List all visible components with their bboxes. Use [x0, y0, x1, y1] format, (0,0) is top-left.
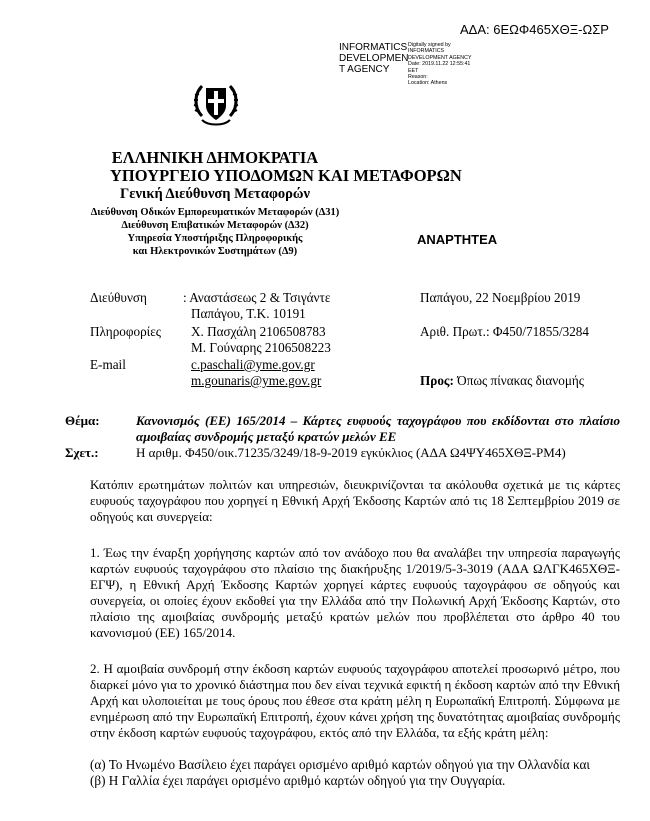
- directorate-line: Διεύθυνση Οδικών Εμπορευματικών Μεταφορών (Δ31): [90, 207, 340, 218]
- signature-details: [408, 42, 508, 87]
- signature-line: EET: [408, 67, 419, 74]
- email-label: E-mail: [90, 357, 126, 372]
- address-line: Παπάγου, Τ.Κ. 10191: [191, 306, 306, 321]
- email-link[interactable]: m.gounaris@yme.gov.gr: [191, 373, 322, 388]
- directorate-line: Διεύθυνση Επιβατικών Μεταφορών (Δ32): [121, 220, 309, 231]
- point-1-paragraph: [90, 545, 620, 641]
- republic-title: ΕΛΛΗΝΙΚΗ ΔΗΜΟΚΡΑΤΙΑ: [111, 148, 319, 167]
- general-directorate: Γενική Διεύθυνση Μεταφορών: [120, 186, 310, 202]
- paragraph-text: 2. Η αμοιβαία συνδρομή στην έκδοση καρτών ευφυούς ταχογράφου αποτελεί προσωρινό μέτρο, που διαρκεί μόνο για το χρονικό διάστημα που δεν είναι τεχνικά εφικτή η έκδοση καρτών από την Εθνική Αρχή και υλοποιείται με τους όρους που έθεσε στα κράτη μέλη η Ευρωπαϊκή Επιτροπή. Σύμφωνα με ενημέρωση από την Ευρωπαϊκή Επιτροπή, έχουν κάνει χρήση της δυνατότητας αμοιβαίας συνδρομής στην έκδοση καρτών ευφυούς ταχογράφου, εκτός από την Ελλάδα, τα εξής κράτη μέλη:: [90, 661, 620, 740]
- document-date: Παπάγου, 22 Νοεμβρίου 2019: [420, 290, 581, 305]
- signature-line: Digitally signed by: [408, 42, 451, 48]
- ada-code: ΑΔΑ: 6ΕΩΦ465ΧΘΞ-ΩΣΡ: [460, 22, 609, 37]
- signature-line: Date: 2019.11.22 12:55:41: [408, 61, 471, 68]
- email-link[interactable]: c.paschali@yme.gov.gr: [191, 357, 315, 372]
- signature-line: INFORMATICS: [408, 48, 445, 55]
- reference-text: Η αριθμ. Φ450/οικ.71235/3249/18-9-2019 εγκύκλιος (ΑΔΑ Ω4ΨΥ465ΧΘΞ-ΡΜ4): [136, 445, 566, 460]
- protocol-number: Αριθ. Πρωτ.: Φ450/71855/3284: [420, 324, 589, 339]
- intro-paragraph: [90, 477, 620, 525]
- subject-text: Κανονισμός (ΕΕ) 165/2014 – Κάρτες ευφυούς ταχογράφου που εκδίδονται στο πλαίσιο αμοιβαίας συνδρομής μεταξύ κρατών μελών ΕΕ: [136, 413, 620, 444]
- signature-signer: INFORMATICS DEVELOPMEN T AGENCY: [339, 42, 409, 75]
- paragraph-text: 1. Έως την έναρξη χορήγησης καρτών από τον ανάδοχο που θα αναλάβει την υπηρεσία παραγωγής καρτών ευφυούς ταχογράφου στο πλαίσιο της διακήρυξης 1/2019/5-3-3019 (ΑΔΑ ΩΛΓΚ465ΧΘΞ-ΕΓΨ), η Εθνική Αρχή Έκδοσης Καρτών χορηγεί κάρτες ευφυούς ταχογράφου σε οδηγούς και συνεργεία, οι οποίες έχουν εκδοθεί για την Ελλάδα από την Πολωνική Αρχή Έκδοσης Καρτών, στο πλαίσιο της αμοιβαίας συνδρομής μεταξύ κρατών μελών που προβλέπεται στο άρθρο 40 του κανονισμού (ΕΕ) 165/2014.: [90, 545, 620, 640]
- address-label: Διεύθυνση: [90, 290, 147, 305]
- signature-line: Location: Athens: [408, 80, 448, 87]
- recipients: [420, 373, 584, 389]
- reference-label: Σχετ.:: [65, 445, 99, 460]
- recipients-value: Όπως πίνακας διανομής: [457, 373, 585, 388]
- recipients-label: Προς:: [420, 373, 454, 388]
- ministry-title: ΥΠΟΥΡΓΕΙΟ ΥΠΟΔΟΜΩΝ ΚΑΙ ΜΕΤΑΦΟΡΩΝ: [110, 166, 462, 185]
- info-line: Μ. Γούναρης 2106508223: [191, 340, 331, 355]
- list-item-a: (α) Το Ηνωμένο Βασίλειο έχει παράγει ορισμένο αριθμό καρτών οδηγού για την Ολλανδία και: [90, 757, 590, 772]
- directorate-line: και Ηλεκτρονικών Συστημάτων (Δ9): [132, 246, 298, 257]
- coat-of-arms-icon: [188, 76, 244, 132]
- subject-label: Θέμα:: [65, 413, 100, 428]
- posting-label: ΑΝΑΡΤΗΤΕΑ: [417, 232, 498, 247]
- paragraph-text: Κατόπιν ερωτημάτων πολιτών και υπηρεσιών, διευκρινίζονται τα ακόλουθα σχετικά με τις κάρτες ευφυούς ταχογράφου που χορηγεί η Εθνική Αρχή Έκδοσης Καρτών από τις 18 Σεπτεμβρίου 2019 σε οδηγούς και συνεργεία:: [90, 477, 620, 524]
- signature-line: DEVELOPMENT AGENCY: [408, 54, 472, 61]
- signature-line: Reason:: [408, 74, 428, 81]
- info-label: Πληροφορίες: [90, 324, 161, 339]
- address-line: : Αναστάσεως 2 & Τσιγάντε: [183, 290, 331, 305]
- point-2-paragraph: [90, 661, 620, 741]
- list-item-b: (β) Η Γαλλία έχει παράγει ορισμένο αριθμό καρτών οδηγού για την Ουγγαρία.: [90, 773, 506, 788]
- info-line: Χ. Πασχάλη 2106508783: [191, 324, 326, 339]
- directorate-line: Υπηρεσία Υποστήριξης Πληροφορικής: [127, 233, 303, 244]
